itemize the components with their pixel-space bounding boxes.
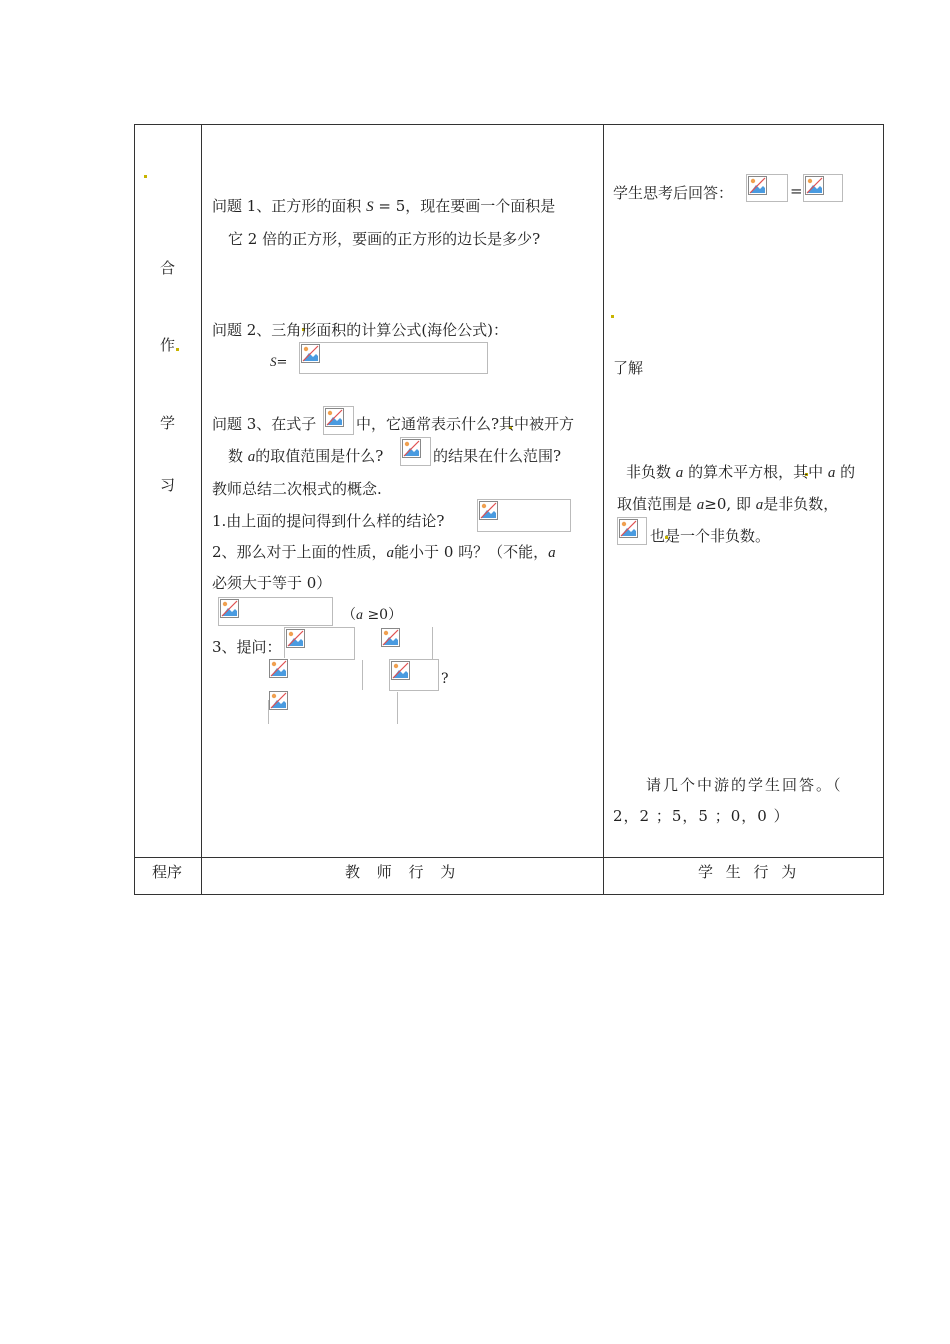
student-line-7: 2，2 ；5，5 ；0，0 ） xyxy=(613,807,790,825)
p2-var: a xyxy=(386,545,395,561)
student-line-4 xyxy=(617,494,838,515)
guide-line xyxy=(362,660,363,690)
stage-char-3: 学 xyxy=(160,414,176,432)
broken-image-icon xyxy=(325,408,344,427)
q1-var: S xyxy=(366,199,374,215)
s3-var: a xyxy=(675,465,684,481)
footer-procedure: 程序 xyxy=(152,863,183,881)
s4-a: 取值范围是 xyxy=(617,495,693,513)
student-line-5: 也是一个非负数。 xyxy=(650,527,771,545)
heron-formula-image xyxy=(299,342,488,374)
question-image-2 xyxy=(380,627,402,649)
question-3-line-1b: 中，它通常表示什么?其中被开方 xyxy=(356,415,575,433)
footer-teacher-behavior: 教 师 行 为 xyxy=(345,863,456,881)
answer-image-2 xyxy=(803,174,843,202)
nonneg-image xyxy=(617,517,647,545)
p2-var2: a xyxy=(548,545,556,561)
radical-expression-image xyxy=(323,406,354,435)
teacher-summary: 教师总结二次根式的概念. xyxy=(212,480,382,498)
col-divider-2 xyxy=(603,125,604,894)
guide-line xyxy=(268,700,269,724)
student-answer-1: 学生思考后回答： xyxy=(613,184,734,202)
marker-dot xyxy=(176,348,179,351)
radical-result-image xyxy=(400,437,431,466)
s4-b: ≥0, 即 xyxy=(704,495,751,513)
s4-var2: a xyxy=(755,497,764,513)
conclusion-image xyxy=(477,499,571,532)
stage-char-1: 合 xyxy=(160,259,176,277)
q3-c2: 的取值范围是什么? xyxy=(255,447,384,465)
question-image-5 xyxy=(268,690,290,712)
s3-c: 的 xyxy=(840,463,856,481)
broken-image-icon xyxy=(269,691,288,710)
q2-eq: = xyxy=(276,355,288,370)
question-image-4 xyxy=(389,659,439,691)
broken-image-icon xyxy=(286,629,305,648)
question-2-line-1: 问题 2、三角形面积的计算公式(海伦公式)： xyxy=(212,321,509,339)
point-2-line-1 xyxy=(212,542,556,563)
question-3-line-1 xyxy=(212,414,316,434)
answer-image-1 xyxy=(746,174,788,202)
stage-char-4: 习 xyxy=(160,476,176,494)
broken-image-icon xyxy=(391,661,410,680)
broken-image-icon xyxy=(402,439,421,458)
broken-image-icon xyxy=(269,659,288,678)
q2-s: S xyxy=(270,354,277,369)
question-2-formula-label xyxy=(270,352,287,373)
broken-image-icon xyxy=(301,344,320,363)
q3-a: 问题 3、在式子 xyxy=(212,415,317,433)
guide-line xyxy=(432,627,433,660)
student-understand: 了解 xyxy=(613,359,644,377)
footer-student-behavior: 学 生 行 为 xyxy=(698,863,797,881)
col-divider-1 xyxy=(201,125,202,894)
student-line-3 xyxy=(626,462,855,483)
broken-image-icon xyxy=(220,599,239,618)
stage-char-2: 作 xyxy=(160,336,176,354)
marker-dot xyxy=(144,175,147,178)
broken-image-icon xyxy=(381,628,400,647)
point-2-line-2: 必须大于等于 0） xyxy=(212,574,332,592)
question-3-line-2b: 的结果在什么范围? xyxy=(433,447,562,465)
property-image xyxy=(218,597,333,626)
p2-a: 2、那么对于上面的性质， xyxy=(212,543,387,561)
guide-line xyxy=(397,692,398,724)
broken-image-icon xyxy=(619,519,638,538)
marker-dot xyxy=(611,315,614,318)
question-1-line-1 xyxy=(212,196,555,217)
condition-text xyxy=(342,605,402,626)
p2-b: 能小于 0 吗？（不能， xyxy=(394,543,549,561)
question-3-line-2 xyxy=(228,446,383,467)
s4-var: a xyxy=(696,497,705,513)
cond-var: a xyxy=(356,608,363,623)
s3-var2: a xyxy=(827,465,836,481)
point-3: 3、提问： xyxy=(212,638,282,656)
cond-open: （ xyxy=(342,607,356,623)
cond-rest: ≥0） xyxy=(363,607,403,623)
question-image-3 xyxy=(268,658,290,680)
q3-var: a xyxy=(247,449,256,465)
footer-divider xyxy=(135,857,883,858)
student-line-6: 请几个中游的学生回答。（ xyxy=(646,776,843,794)
question-image-1 xyxy=(284,627,355,660)
point-1: 1.由上面的提问得到什么样的结论? xyxy=(212,512,445,530)
broken-image-icon xyxy=(479,501,498,520)
q3-c1: 数 xyxy=(228,447,244,465)
answer-equals: = xyxy=(790,182,803,200)
q1-text: 问题 1、正方形的面积 xyxy=(212,197,362,215)
s3-b: 的算术平方根，其中 xyxy=(688,463,824,481)
s4-c: 是非负数， xyxy=(763,495,839,513)
question-1-line-2: 它 2 倍的正方形，要画的正方形的边长是多少? xyxy=(228,230,541,248)
q1-eq: = 5，现在要画一个面积是 xyxy=(373,197,556,215)
question-mark: ? xyxy=(441,671,449,687)
s3-a: 非负数 xyxy=(626,463,672,481)
broken-image-icon xyxy=(748,176,767,195)
broken-image-icon xyxy=(805,176,824,195)
